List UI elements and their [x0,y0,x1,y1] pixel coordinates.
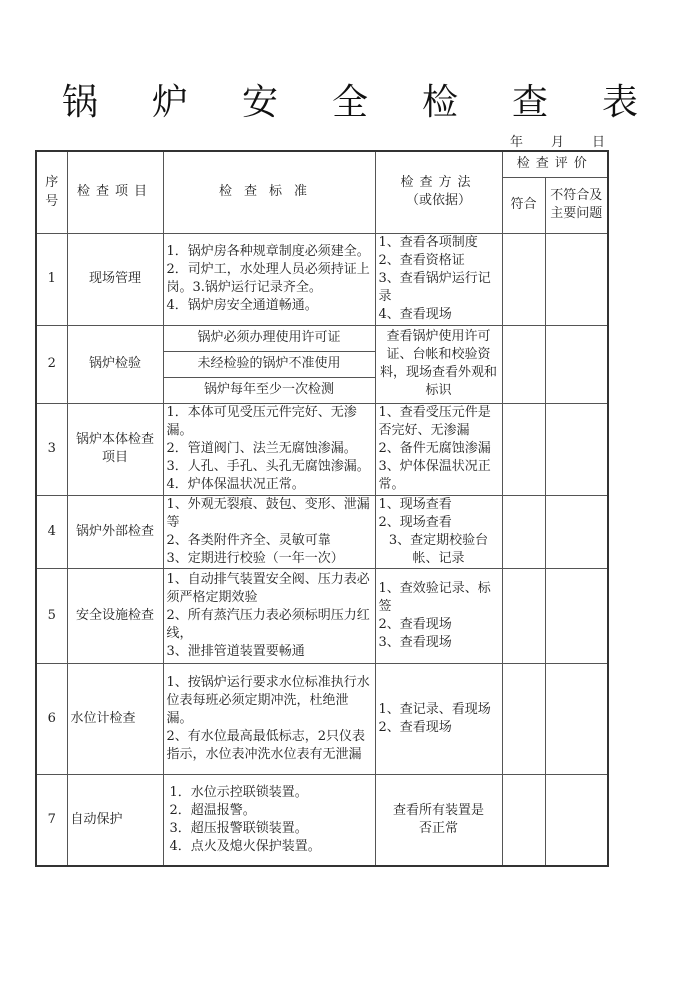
row-method: 查看所有装置是否正常 [375,774,502,866]
header-method: 检查方法 （或依据） [375,151,502,233]
row-standard: 1、按锅炉运行要求水位标准执行水位表每班必须定期冲洗，杜绝泄漏。 2、有水位最高最低标志，2只仪表指示，水位表冲洗水位表有无泄漏 [163,663,375,774]
title-char: 表 [601,82,638,123]
row-fail-cell[interactable] [545,403,608,495]
row-item: 自动保护 [67,774,163,866]
row-pass-cell[interactable] [502,663,545,774]
row-fail-cell[interactable] [545,568,608,663]
row-no: 6 [36,663,67,774]
table-row [36,403,608,495]
row-no: 4 [36,495,67,568]
row-fail-cell[interactable] [545,233,608,325]
date-line [510,131,605,150]
date-month[interactable]: 月 [550,135,564,150]
row-no: 7 [36,774,67,866]
row-no: 2 [36,325,67,403]
row-fail-cell[interactable] [545,325,608,403]
row-method: 1、查效验记录、标签 2、查看现场 3、查看现场 [375,568,502,663]
row-pass-cell[interactable] [502,403,545,495]
document-title [50,78,650,128]
row-pass-cell[interactable] [502,568,545,663]
header-pass: 符合 [502,177,545,233]
title-char: 炉 [151,82,188,123]
row-standard: 1．水位示控联锁装置。 2．超温报警。 3．超压报警联锁装置。 4．点火及熄火保护装置。 [163,774,375,866]
row-standard: 1．本体可见受压元件完好、无渗漏。 2．管道阀门、法兰无腐蚀渗漏。 3．人孔、手孔、头孔无腐蚀渗漏。 4．炉体保温状况正常。 [163,403,375,495]
header-fail: 不符合及主要问题 [545,177,608,233]
row-pass-cell[interactable] [502,495,545,568]
row-fail-cell[interactable] [545,495,608,568]
title-char: 安 [241,82,278,123]
table-row [36,663,608,774]
row-item: 安全设施检查 [67,568,163,663]
row-standard: 1．锅炉房各种规章制度必须建全。2．司炉工，水处理人员必须持证上岗。3.锅炉运行记录齐全。 4．锅炉房安全通道畅通。 [163,233,375,325]
row-no: 5 [36,568,67,663]
row-method: 1、现场查看 2、现场查看 3、查定期校验台帐、记录 [375,495,502,568]
row-item: 锅炉外部检查 [67,495,163,568]
date-day[interactable]: 日 [591,135,605,150]
row-standard: 未经检验的锅炉不准使用 [163,351,375,377]
row-item: 现场管理 [67,233,163,325]
title-char: 查 [511,82,548,123]
table-row [36,568,608,663]
inspection-table [35,150,609,867]
title-char: 全 [331,82,368,123]
table-row [36,325,608,351]
row-item: 水位计检查 [67,663,163,774]
row-fail-cell[interactable] [545,663,608,774]
header-standard: 检查标准 [163,151,375,233]
row-standard: 1、自动排气装置安全阀、压力表必须严格定期效验 2、所有蒸汽压力表必须标明压力红线， 3、泄排管道装置要畅通 [163,568,375,663]
row-no: 1 [36,233,67,325]
table-row [36,495,608,568]
row-method: 1、查看受压元件是否完好、无渗漏 2、备件无腐蚀渗漏 3、炉体保温状况正常。 [375,403,502,495]
row-standard: 1、外观无裂痕、鼓包、变形、泄漏等 2、各类附件齐全、灵敏可靠 3、定期进行校验（一年一次） [163,495,375,568]
row-method: 查看锅炉使用许可证、台帐和校验资料，现场查看外观和标识 [375,325,502,403]
row-method: 1、查记录、看现场 2、查看现场 [375,663,502,774]
date-year[interactable]: 年 [510,135,524,150]
row-no: 3 [36,403,67,495]
row-item: 锅炉本体检查项目 [67,403,163,495]
header-no: 序号 [36,151,67,233]
row-method: 1、查看各项制度 2、查看资格证 3、查看锅炉运行记录 4、查看现场 [375,233,502,325]
row-pass-cell[interactable] [502,774,545,866]
row-standard: 锅炉每年至少一次检测 [163,377,375,403]
table-row [36,774,608,866]
row-fail-cell[interactable] [545,774,608,866]
row-pass-cell[interactable] [502,325,545,403]
row-pass-cell[interactable] [502,233,545,325]
header-item: 检查项目 [67,151,163,233]
row-standard: 锅炉必须办理使用许可证 [163,325,375,351]
title-char: 锅 [61,82,98,123]
header-evaluation: 检查评价 [502,151,608,177]
table-row [36,233,608,325]
row-item: 锅炉检验 [67,325,163,403]
title-char: 检 [421,82,458,123]
